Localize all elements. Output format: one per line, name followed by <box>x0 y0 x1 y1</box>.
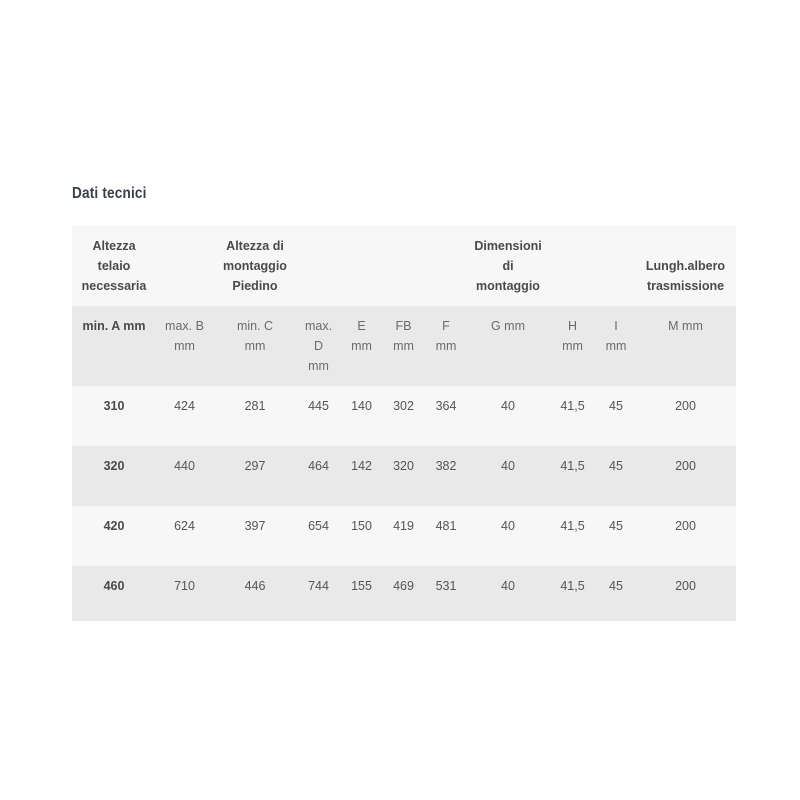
table-cell: 445 <box>297 386 340 446</box>
table-cell: 281 <box>213 386 297 446</box>
unit-header-row <box>72 306 736 386</box>
table-cell: 446 <box>213 566 297 621</box>
header-altezza-montaggio-text: Altezza di montaggio Piedino <box>223 239 287 293</box>
unit-header-cell: min. A mm <box>72 306 156 386</box>
table-cell: 382 <box>424 446 468 506</box>
unit-header-cell: H mm <box>548 306 597 386</box>
table-cell: 41,5 <box>548 446 597 506</box>
header-dimensioni-montaggio <box>468 226 548 306</box>
header-altezza-telaio <box>72 226 156 306</box>
table-cell: 710 <box>156 566 213 621</box>
table-cell: 200 <box>635 566 736 621</box>
section-title: Dati tecnici <box>72 185 147 202</box>
table-cell: 531 <box>424 566 468 621</box>
table-cell: 654 <box>297 506 340 566</box>
header-empty <box>597 226 635 306</box>
table-cell: 320 <box>72 446 156 506</box>
technical-data-table <box>72 226 736 621</box>
table-cell: 200 <box>635 506 736 566</box>
table-cell: 45 <box>597 506 635 566</box>
table-cell: 41,5 <box>548 386 597 446</box>
table-cell: 469 <box>383 566 424 621</box>
header-empty <box>548 226 597 306</box>
table-cell: 310 <box>72 386 156 446</box>
table-cell: 142 <box>340 446 383 506</box>
table-cell: 464 <box>297 446 340 506</box>
table-cell: 624 <box>156 506 213 566</box>
table-cell: 140 <box>340 386 383 446</box>
unit-header-cell: max. B mm <box>156 306 213 386</box>
table-cell: 424 <box>156 386 213 446</box>
unit-header-cell: min. C mm <box>213 306 297 386</box>
table-cell: 419 <box>383 506 424 566</box>
table-cell: 200 <box>635 386 736 446</box>
unit-header-cell: E mm <box>340 306 383 386</box>
unit-header-cell: F mm <box>424 306 468 386</box>
table-cell: 744 <box>297 566 340 621</box>
table-cell: 40 <box>468 506 548 566</box>
header-lungh-albero <box>635 226 736 306</box>
header-altezza-telaio-text: Altezza telaio necessaria <box>81 239 147 293</box>
table-row <box>72 386 736 446</box>
table-cell: 320 <box>383 446 424 506</box>
table-row <box>72 566 736 621</box>
header-empty <box>424 226 468 306</box>
table-cell: 155 <box>340 566 383 621</box>
group-header-row <box>72 226 736 306</box>
unit-header-cell: M mm <box>635 306 736 386</box>
table-cell: 45 <box>597 566 635 621</box>
table-cell: 460 <box>72 566 156 621</box>
unit-header-cell: G mm <box>468 306 548 386</box>
table-cell: 150 <box>340 506 383 566</box>
table-cell: 302 <box>383 386 424 446</box>
header-dimensioni-montaggio-text: Dimensioni di montaggio <box>474 239 542 293</box>
unit-header-cell: max. D mm <box>297 306 340 386</box>
header-altezza-montaggio <box>213 226 297 306</box>
header-empty <box>340 226 383 306</box>
header-empty <box>383 226 424 306</box>
table-cell: 45 <box>597 446 635 506</box>
table-cell: 40 <box>468 386 548 446</box>
table-cell: 420 <box>72 506 156 566</box>
table-cell: 364 <box>424 386 468 446</box>
table-cell: 440 <box>156 446 213 506</box>
table-cell: 297 <box>213 446 297 506</box>
table-cell: 40 <box>468 446 548 506</box>
header-empty <box>156 226 213 306</box>
table-cell: 41,5 <box>548 566 597 621</box>
table-row <box>72 506 736 566</box>
table-cell: 397 <box>213 506 297 566</box>
header-lungh-albero-text: Lungh.albero trasmissione <box>645 259 726 293</box>
unit-header-cell: I mm <box>597 306 635 386</box>
table-cell: 481 <box>424 506 468 566</box>
table-cell: 200 <box>635 446 736 506</box>
table-row <box>72 446 736 506</box>
header-empty <box>297 226 340 306</box>
table-cell: 41,5 <box>548 506 597 566</box>
table-cell: 45 <box>597 386 635 446</box>
table-cell: 40 <box>468 566 548 621</box>
unit-header-cell: FB mm <box>383 306 424 386</box>
